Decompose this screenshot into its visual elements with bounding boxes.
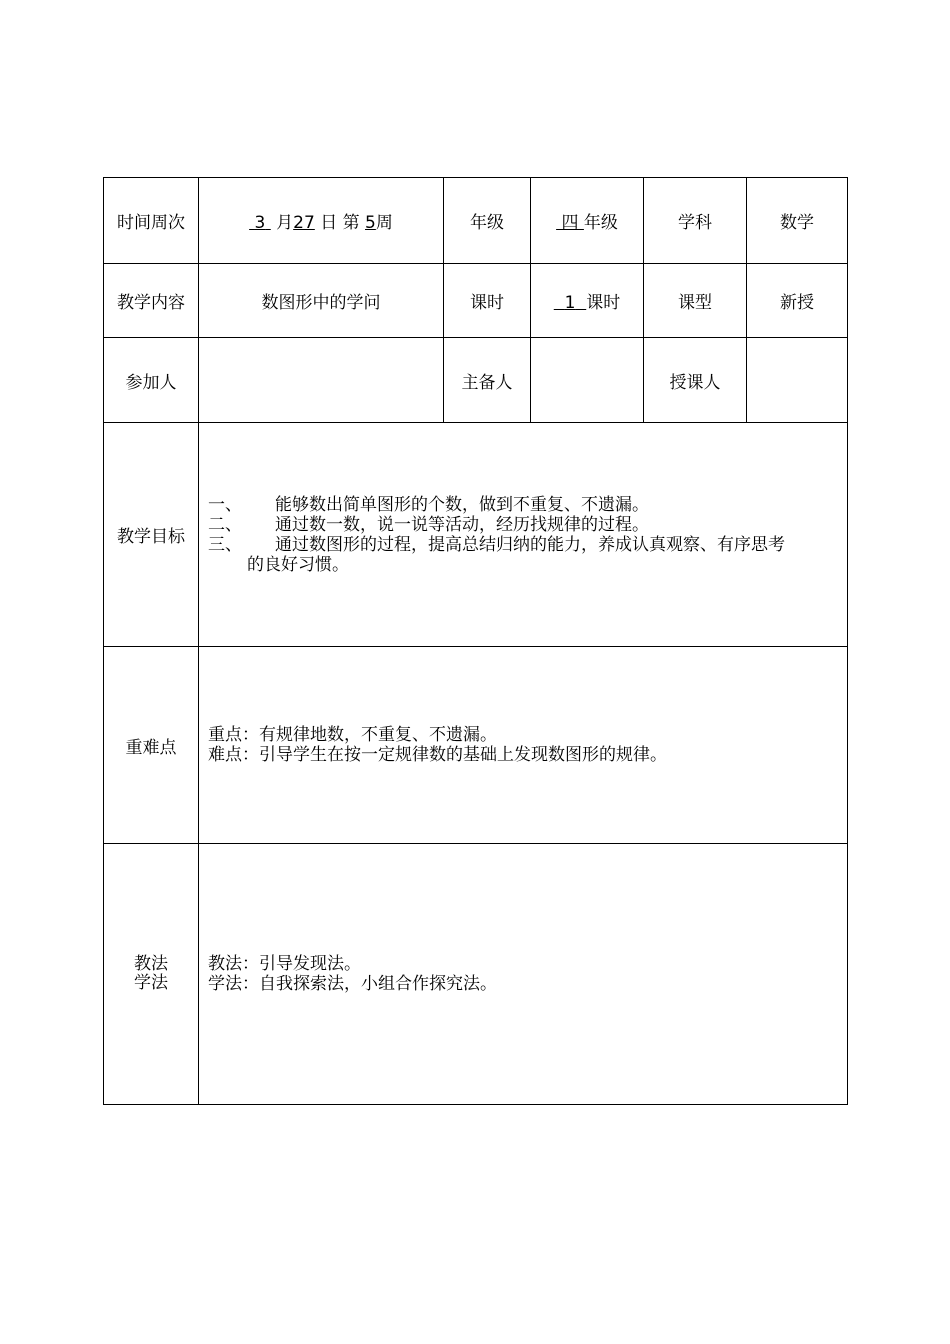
time-label: 时间周次 (104, 178, 199, 264)
time-value (199, 178, 444, 264)
content-label: 教学内容 (104, 264, 199, 338)
time-day-unit: 日 第 (320, 213, 360, 233)
period-number: 1 (564, 293, 576, 313)
time-week-unit: 周 (375, 213, 393, 233)
time-month-unit: 月 (276, 213, 294, 233)
objectives-content (199, 423, 848, 647)
period-value (531, 264, 644, 338)
type-label: 课型 (644, 264, 747, 338)
objective-item: 三、 通过数图形的过程，提高总结归纳的能力，养成认真观察、有序思考 的良好习惯。 (208, 534, 785, 575)
time-day: 27 (293, 213, 315, 233)
content-value: 数图形中的学问 (199, 264, 444, 338)
difficulty-line: 难点：引导学生在按一定规律数的基础上发现数图形的规律。 (208, 745, 667, 765)
subject-value: 数学 (747, 178, 848, 264)
subject-label: 学科 (644, 178, 747, 264)
keypoints-content (199, 647, 848, 844)
period-unit: 课时 (586, 293, 621, 313)
lead-value[interactable] (531, 338, 644, 423)
period-label: 课时 (444, 264, 531, 338)
grade-unit: 年级 (583, 213, 618, 233)
grade-value (531, 178, 644, 264)
row-methods (104, 844, 848, 1105)
participants-label: 参加人 (104, 338, 199, 423)
methods-label: 教法 学法 (104, 844, 199, 1105)
grade-number: 四 (561, 213, 579, 233)
objectives-label: 教学目标 (104, 423, 199, 647)
type-value: 新授 (747, 264, 848, 338)
methods-content (199, 844, 848, 1105)
teacher-value[interactable] (747, 338, 848, 423)
grade-label: 年级 (444, 178, 531, 264)
row-keypoints (104, 647, 848, 844)
objective-item: 二、 通过数一数，说一说等活动，经历找规律的过程。 (208, 514, 649, 535)
lead-label: 主备人 (444, 338, 531, 423)
row-content (104, 264, 848, 338)
keypoints-label: 重难点 (104, 647, 199, 844)
time-month: 3 (254, 213, 266, 233)
learning-method-line: 学法：自我探索法，小组合作探究法。 (208, 974, 497, 994)
row-time (104, 178, 848, 264)
row-participants (104, 338, 848, 423)
keypoint-line: 重点：有规律地数，不重复、不遗漏。 (208, 725, 497, 745)
objective-item: 一、 能够数出简单图形的个数，做到不重复、不遗漏。 (208, 494, 649, 515)
row-objectives (104, 423, 848, 647)
teaching-method-line: 教法：引导发现法。 (208, 954, 361, 974)
time-week: 5 (365, 213, 376, 233)
lesson-plan-table (103, 177, 848, 1105)
teacher-label: 授课人 (644, 338, 747, 423)
participants-value[interactable] (199, 338, 444, 423)
